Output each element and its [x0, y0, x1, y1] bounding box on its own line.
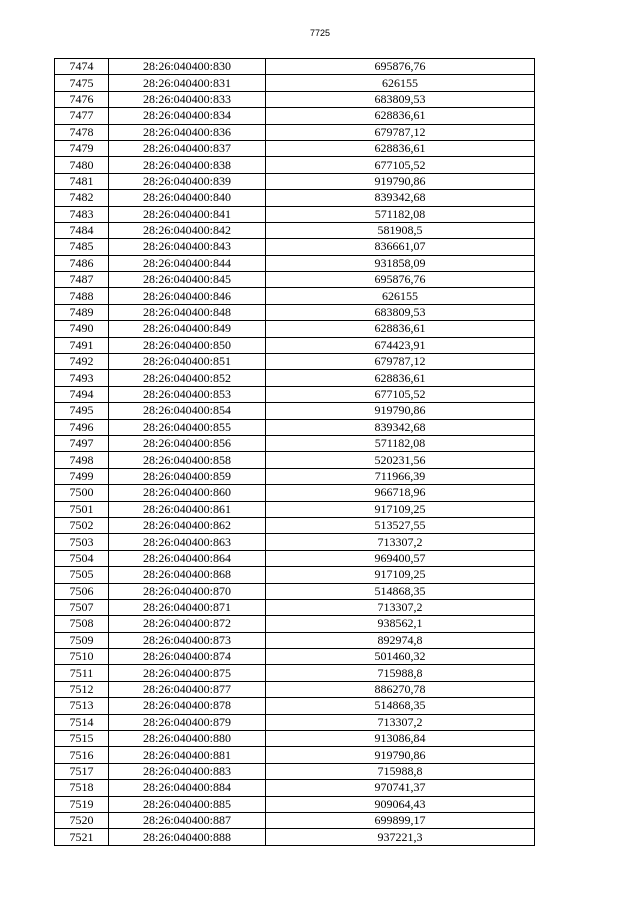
row-number-cell: 7521 — [55, 829, 109, 845]
row-number-cell: 7474 — [55, 59, 109, 75]
row-number-cell: 7480 — [55, 157, 109, 173]
row-number-cell: 7501 — [55, 501, 109, 517]
value-cell: 571182,08 — [266, 206, 535, 222]
row-number-cell: 7485 — [55, 239, 109, 255]
cadastral-number-cell: 28:26:040400:853 — [109, 386, 266, 402]
cadastral-number-cell: 28:26:040400:878 — [109, 698, 266, 714]
cadastral-number-cell: 28:26:040400:850 — [109, 337, 266, 353]
cadastral-number-cell: 28:26:040400:833 — [109, 91, 266, 107]
table-row — [55, 452, 535, 468]
row-number-cell: 7488 — [55, 288, 109, 304]
value-cell: 917109,25 — [266, 501, 535, 517]
table-row — [55, 763, 535, 779]
value-cell: 919790,86 — [266, 747, 535, 763]
row-number-cell: 7484 — [55, 222, 109, 238]
value-cell: 931858,09 — [266, 255, 535, 271]
value-cell: 839342,68 — [266, 419, 535, 435]
cadastral-number-cell: 28:26:040400:836 — [109, 124, 266, 140]
cadastral-number-cell: 28:26:040400:855 — [109, 419, 266, 435]
table-row — [55, 190, 535, 206]
value-cell: 711966,39 — [266, 468, 535, 484]
cadastral-number-cell: 28:26:040400:887 — [109, 812, 266, 828]
cadastral-number-cell: 28:26:040400:859 — [109, 468, 266, 484]
cadastral-number-cell: 28:26:040400:873 — [109, 632, 266, 648]
table-row — [55, 337, 535, 353]
table-row — [55, 239, 535, 255]
table-row — [55, 731, 535, 747]
row-number-cell: 7493 — [55, 370, 109, 386]
cadastral-number-cell: 28:26:040400:856 — [109, 435, 266, 451]
row-number-cell: 7513 — [55, 698, 109, 714]
value-cell: 695876,76 — [266, 59, 535, 75]
cadastral-number-cell: 28:26:040400:831 — [109, 75, 266, 91]
cadastral-number-cell: 28:26:040400:849 — [109, 321, 266, 337]
value-cell: 628836,61 — [266, 370, 535, 386]
row-number-cell: 7515 — [55, 731, 109, 747]
value-cell: 626155 — [266, 75, 535, 91]
value-cell: 836661,07 — [266, 239, 535, 255]
table-row — [55, 288, 535, 304]
value-cell: 628836,61 — [266, 140, 535, 156]
value-cell: 514868,35 — [266, 583, 535, 599]
table-row — [55, 386, 535, 402]
value-cell: 581908,5 — [266, 222, 535, 238]
cadastral-number-cell: 28:26:040400:872 — [109, 616, 266, 632]
value-cell: 713307,2 — [266, 534, 535, 550]
table-row — [55, 485, 535, 501]
cadastral-number-cell: 28:26:040400:861 — [109, 501, 266, 517]
cadastral-number-cell: 28:26:040400:844 — [109, 255, 266, 271]
cadastral-number-cell: 28:26:040400:848 — [109, 304, 266, 320]
cadastral-number-cell: 28:26:040400:842 — [109, 222, 266, 238]
value-cell: 695876,76 — [266, 272, 535, 288]
value-cell: 715988,8 — [266, 665, 535, 681]
cadastral-number-cell: 28:26:040400:884 — [109, 780, 266, 796]
cadastral-number-cell: 28:26:040400:851 — [109, 354, 266, 370]
table-row — [55, 91, 535, 107]
cadastral-number-cell: 28:26:040400:846 — [109, 288, 266, 304]
value-cell: 571182,08 — [266, 435, 535, 451]
row-number-cell: 7518 — [55, 780, 109, 796]
table-row — [55, 714, 535, 730]
row-number-cell: 7508 — [55, 616, 109, 632]
row-number-cell: 7516 — [55, 747, 109, 763]
row-number-cell: 7506 — [55, 583, 109, 599]
row-number-cell: 7509 — [55, 632, 109, 648]
cadastral-number-cell: 28:26:040400:843 — [109, 239, 266, 255]
row-number-cell: 7494 — [55, 386, 109, 402]
row-number-cell: 7475 — [55, 75, 109, 91]
row-number-cell: 7511 — [55, 665, 109, 681]
table-row — [55, 812, 535, 828]
cadastral-number-cell: 28:26:040400:879 — [109, 714, 266, 730]
cadastral-number-cell: 28:26:040400:880 — [109, 731, 266, 747]
row-number-cell: 7476 — [55, 91, 109, 107]
row-number-cell: 7491 — [55, 337, 109, 353]
table-row — [55, 616, 535, 632]
value-cell: 628836,61 — [266, 108, 535, 124]
table-row — [55, 354, 535, 370]
table-row — [55, 632, 535, 648]
value-cell: 969400,57 — [266, 550, 535, 566]
value-cell: 938562,1 — [266, 616, 535, 632]
table-row — [55, 435, 535, 451]
table-row — [55, 468, 535, 484]
table-row — [55, 304, 535, 320]
value-cell: 713307,2 — [266, 714, 535, 730]
value-cell: 626155 — [266, 288, 535, 304]
row-number-cell: 7520 — [55, 812, 109, 828]
value-cell: 937221,3 — [266, 829, 535, 845]
cadastral-number-cell: 28:26:040400:854 — [109, 403, 266, 419]
value-cell: 677105,52 — [266, 157, 535, 173]
cadastral-number-cell: 28:26:040400:852 — [109, 370, 266, 386]
row-number-cell: 7507 — [55, 599, 109, 615]
row-number-cell: 7512 — [55, 681, 109, 697]
cadastral-number-cell: 28:26:040400:864 — [109, 550, 266, 566]
table-row — [55, 829, 535, 845]
row-number-cell: 7505 — [55, 567, 109, 583]
table-row — [55, 108, 535, 124]
row-number-cell: 7486 — [55, 255, 109, 271]
cadastral-number-cell: 28:26:040400:860 — [109, 485, 266, 501]
table-row — [55, 649, 535, 665]
table-row — [55, 59, 535, 75]
table-body — [55, 59, 535, 846]
row-number-cell: 7504 — [55, 550, 109, 566]
table-row — [55, 206, 535, 222]
table-row — [55, 599, 535, 615]
cadastral-number-cell: 28:26:040400:888 — [109, 829, 266, 845]
cadastral-number-cell: 28:26:040400:875 — [109, 665, 266, 681]
cadastral-number-cell: 28:26:040400:868 — [109, 567, 266, 583]
value-cell: 683809,53 — [266, 304, 535, 320]
row-number-cell: 7477 — [55, 108, 109, 124]
value-cell: 713307,2 — [266, 599, 535, 615]
value-cell: 501460,32 — [266, 649, 535, 665]
table-row — [55, 173, 535, 189]
value-cell: 892974,8 — [266, 632, 535, 648]
table-row — [55, 419, 535, 435]
cadastral-number-cell: 28:26:040400:830 — [109, 59, 266, 75]
table-row — [55, 157, 535, 173]
table-row — [55, 501, 535, 517]
value-cell: 513527,55 — [266, 517, 535, 533]
table-row — [55, 517, 535, 533]
table-row — [55, 140, 535, 156]
value-cell: 679787,12 — [266, 354, 535, 370]
row-number-cell: 7519 — [55, 796, 109, 812]
table-row — [55, 665, 535, 681]
row-number-cell: 7482 — [55, 190, 109, 206]
row-number-cell: 7490 — [55, 321, 109, 337]
row-number-cell: 7502 — [55, 517, 109, 533]
cadastral-number-cell: 28:26:040400:885 — [109, 796, 266, 812]
cadastral-number-cell: 28:26:040400:883 — [109, 763, 266, 779]
cadastral-number-cell: 28:26:040400:838 — [109, 157, 266, 173]
table-row — [55, 550, 535, 566]
value-cell: 966718,96 — [266, 485, 535, 501]
cadastral-value-table — [54, 58, 535, 846]
value-cell: 919790,86 — [266, 173, 535, 189]
table-row — [55, 534, 535, 550]
table-row — [55, 272, 535, 288]
value-cell: 909064,43 — [266, 796, 535, 812]
row-number-cell: 7479 — [55, 140, 109, 156]
cadastral-number-cell: 28:26:040400:858 — [109, 452, 266, 468]
row-number-cell: 7495 — [55, 403, 109, 419]
table-row — [55, 583, 535, 599]
cadastral-number-cell: 28:26:040400:840 — [109, 190, 266, 206]
cadastral-number-cell: 28:26:040400:870 — [109, 583, 266, 599]
cadastral-number-cell: 28:26:040400:871 — [109, 599, 266, 615]
value-cell: 677105,52 — [266, 386, 535, 402]
row-number-cell: 7517 — [55, 763, 109, 779]
value-cell: 699899,17 — [266, 812, 535, 828]
value-cell: 839342,68 — [266, 190, 535, 206]
cadastral-number-cell: 28:26:040400:841 — [109, 206, 266, 222]
value-cell: 917109,25 — [266, 567, 535, 583]
value-cell: 886270,78 — [266, 681, 535, 697]
value-cell: 514868,35 — [266, 698, 535, 714]
value-cell: 919790,86 — [266, 403, 535, 419]
row-number-cell: 7481 — [55, 173, 109, 189]
row-number-cell: 7487 — [55, 272, 109, 288]
table-row — [55, 796, 535, 812]
row-number-cell: 7499 — [55, 468, 109, 484]
cadastral-number-cell: 28:26:040400:877 — [109, 681, 266, 697]
cadastral-number-cell: 28:26:040400:862 — [109, 517, 266, 533]
row-number-cell: 7497 — [55, 435, 109, 451]
cadastral-number-cell: 28:26:040400:834 — [109, 108, 266, 124]
value-cell: 683809,53 — [266, 91, 535, 107]
table-row — [55, 222, 535, 238]
value-cell: 520231,56 — [266, 452, 535, 468]
row-number-cell: 7489 — [55, 304, 109, 320]
cadastral-number-cell: 28:26:040400:863 — [109, 534, 266, 550]
row-number-cell: 7492 — [55, 354, 109, 370]
cadastral-number-cell: 28:26:040400:845 — [109, 272, 266, 288]
table-row — [55, 255, 535, 271]
table-row — [55, 698, 535, 714]
table-row — [55, 567, 535, 583]
row-number-cell: 7503 — [55, 534, 109, 550]
value-cell: 970741,37 — [266, 780, 535, 796]
row-number-cell: 7500 — [55, 485, 109, 501]
row-number-cell: 7483 — [55, 206, 109, 222]
value-cell: 715988,8 — [266, 763, 535, 779]
table-row — [55, 124, 535, 140]
row-number-cell: 7478 — [55, 124, 109, 140]
value-cell: 674423,91 — [266, 337, 535, 353]
table-row — [55, 780, 535, 796]
table-row — [55, 75, 535, 91]
page-number: 7725 — [309, 28, 331, 38]
table-row — [55, 747, 535, 763]
table-row — [55, 403, 535, 419]
cadastral-number-cell: 28:26:040400:839 — [109, 173, 266, 189]
cadastral-number-cell: 28:26:040400:881 — [109, 747, 266, 763]
cadastral-number-cell: 28:26:040400:837 — [109, 140, 266, 156]
row-number-cell: 7496 — [55, 419, 109, 435]
table-row — [55, 321, 535, 337]
row-number-cell: 7498 — [55, 452, 109, 468]
value-cell: 679787,12 — [266, 124, 535, 140]
row-number-cell: 7514 — [55, 714, 109, 730]
cadastral-number-cell: 28:26:040400:874 — [109, 649, 266, 665]
table-row — [55, 370, 535, 386]
table-row — [55, 681, 535, 697]
value-cell: 913086,84 — [266, 731, 535, 747]
row-number-cell: 7510 — [55, 649, 109, 665]
value-cell: 628836,61 — [266, 321, 535, 337]
